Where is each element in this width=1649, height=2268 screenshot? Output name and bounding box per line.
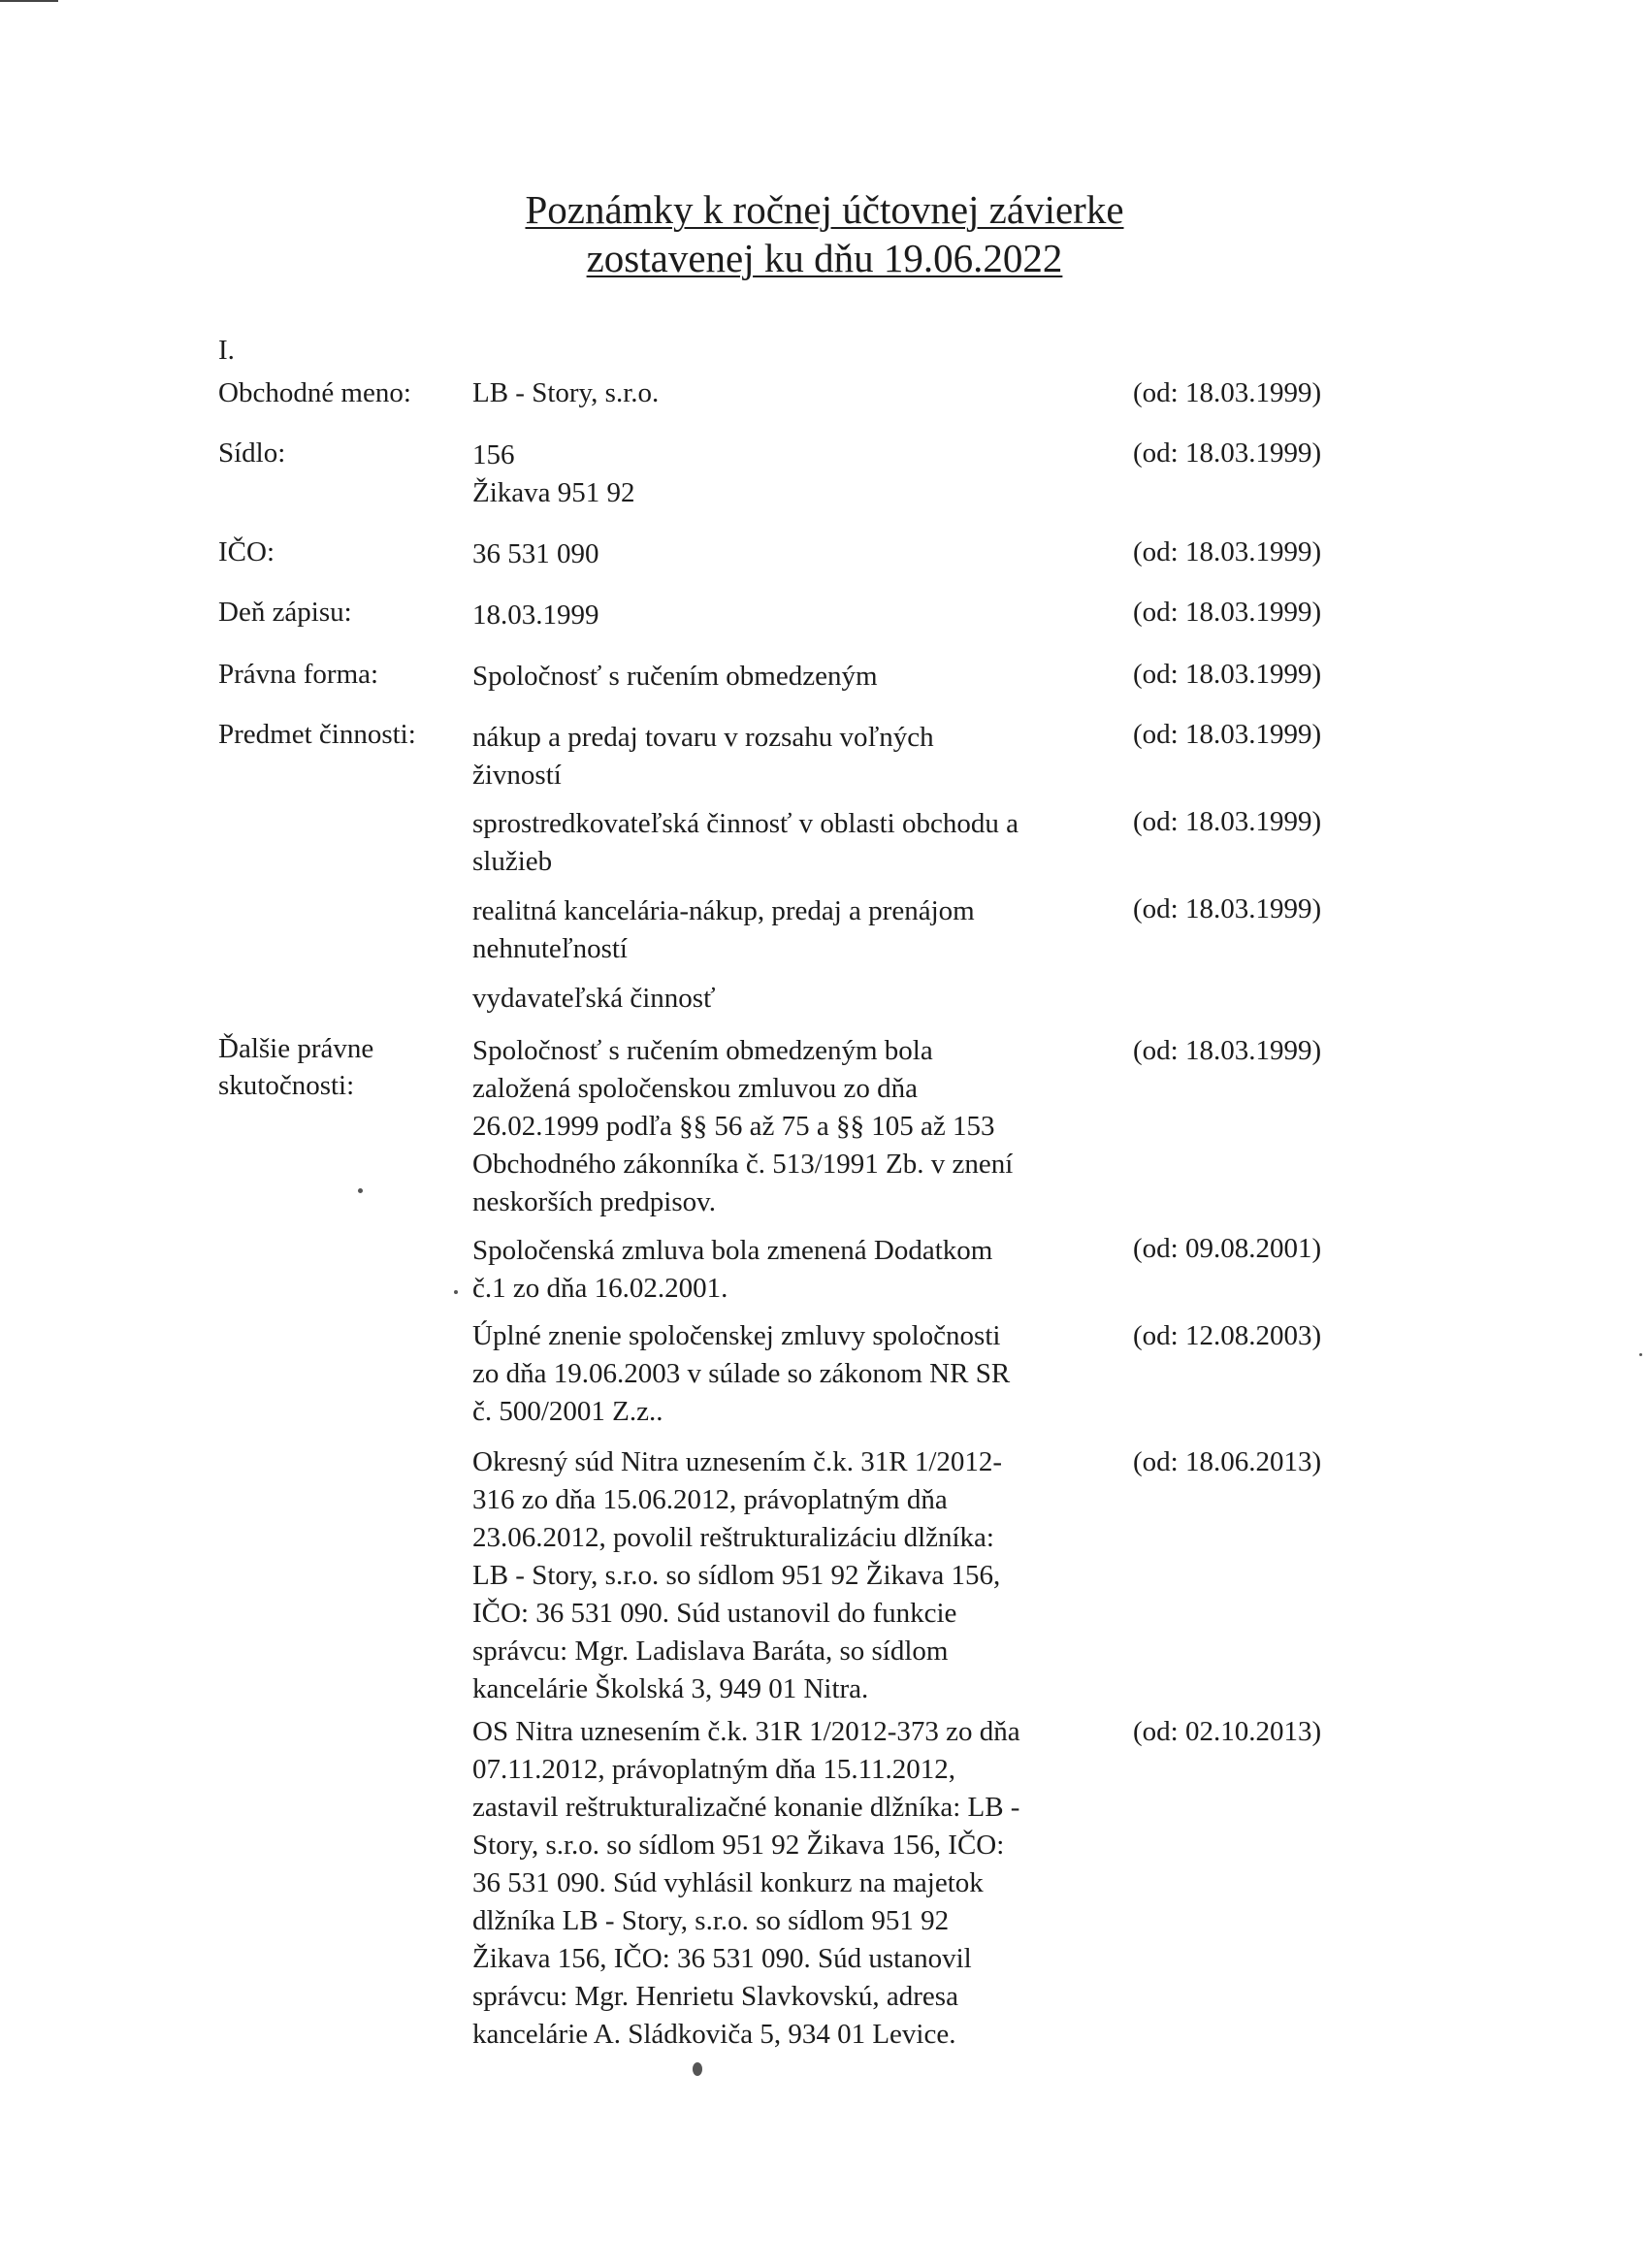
dalsie-item-5-line-7: Žikava 156, IČO: 36 531 090. Súd ustanovil [472,1943,972,1974]
dalsie-item-2-line-1: Spoločenská zmluva bola zmenená Dodatkom [472,1235,993,1266]
value-sidlo-line-2: Žikava 951 92 [472,477,635,508]
predmet-item-1-line-2: živností [472,760,562,791]
value-den-zapisu: 18.03.1999 [472,599,599,631]
value-ico: 36 531 090 [472,538,599,569]
predmet-item-2-line-1: sprostredkovateľská činnosť v oblasti obchodu a [472,808,1018,839]
predmet-item-4-line-1: vydavateľská činnosť [472,983,716,1014]
since-obchodne-meno: (od: 18.03.1999) [1133,377,1322,408]
dalsie-item-5-line-2: 07.11.2012, právoplatným dňa 15.11.2012, [472,1754,956,1785]
dalsie-item-1-line-3: 26.02.1999 podľa §§ 56 až 75 a §§ 105 až 153 [472,1111,995,1142]
dalsie-item-1-since: (od: 18.03.1999) [1133,1035,1322,1066]
dalsie-item-1-line-5: neskorších predpisov. [472,1186,717,1217]
label-dalsie-line-2: skutočnosti: [218,1070,355,1101]
dalsie-item-5-line-1: OS Nitra uznesením č.k. 31R 1/2012-373 zo dňa [472,1716,1020,1747]
dalsie-item-3-line-3: č. 500/2001 Z.z.. [472,1396,663,1427]
label-ico: IČO: [218,536,275,567]
value-pravna-forma: Spoločnosť s ručením obmedzeným [472,661,878,692]
dalsie-item-4-line-4: LB - Story, s.r.o. so sídlom 951 92 Žikava 156, [472,1560,1001,1591]
dalsie-item-4-line-2: 316 zo dňa 15.06.2012, právoplatným dňa [472,1484,948,1515]
predmet-item-3-since: (od: 18.03.1999) [1133,893,1322,924]
dalsie-item-4-line-5: IČO: 36 531 090. Súd ustanovil do funkcie [472,1598,957,1629]
dalsie-item-3-line-2: zo dňa 19.06.2003 v súlade so zákonom NR SR [472,1358,1011,1389]
scan-speck [454,1290,458,1294]
predmet-item-1-line-1: nákup a predaj tovaru v rozsahu voľných [472,722,934,753]
dalsie-item-5-since: (od: 02.10.2013) [1133,1716,1322,1747]
scan-edge-mark [0,0,58,2]
dalsie-item-2-line-2: č.1 zo dňa 16.02.2001. [472,1273,728,1304]
predmet-item-3-line-1: realitná kancelária-nákup, predaj a prenájom [472,895,975,926]
dalsie-item-5-line-4: Story, s.r.o. so sídlom 951 92 Žikava 156, IČO: [472,1830,1005,1861]
dalsie-item-5-line-5: 36 531 090. Súd vyhlásil konkurz na majetok [472,1867,984,1898]
scan-speck [358,1188,363,1193]
section-number: I. [218,335,235,366]
dalsie-item-1-line-4: Obchodného zákonníka č. 513/1991 Zb. v znení [472,1149,1014,1180]
label-obchodne-meno: Obchodné meno: [218,377,411,408]
predmet-item-1-since: (od: 18.03.1999) [1133,719,1322,750]
label-sidlo: Sídlo: [218,437,286,469]
dalsie-item-1-line-1: Spoločnosť s ručením obmedzeným bola [472,1035,933,1066]
since-ico: (od: 18.03.1999) [1133,536,1322,567]
dalsie-item-4-since: (od: 18.06.2013) [1133,1446,1322,1477]
dalsie-item-5-line-9: kancelárie A. Sládkoviča 5, 934 01 Levice. [472,2019,956,2050]
value-obchodne-meno: LB - Story, s.r.o. [472,377,660,408]
predmet-item-3-line-2: nehnuteľností [472,933,628,964]
label-den-zapisu: Deň zápisu: [218,597,352,628]
document-title-line-1: Poznámky k ročnej účtovnej závierke [525,187,1124,232]
since-sidlo: (od: 18.03.1999) [1133,437,1322,469]
dalsie-item-4-line-3: 23.06.2012, povolil reštrukturalizáciu dlžníka: [472,1522,994,1553]
scan-speck [693,2062,702,2076]
dalsie-item-3-line-1: Úplné znenie spoločenskej zmluvy spoločnosti [472,1320,1001,1351]
dalsie-item-2-since: (od: 09.08.2001) [1133,1233,1322,1264]
dalsie-item-1-line-2: založená spoločenskou zmluvou zo dňa [472,1073,919,1104]
since-den-zapisu: (od: 18.03.1999) [1133,597,1322,628]
label-pravna-forma: Právna forma: [218,659,379,690]
label-predmet-cinnosti: Predmet činnosti: [218,719,416,750]
dalsie-item-5-line-3: zastavil reštrukturalizačné konanie dlžníka: LB - [472,1792,1020,1823]
dalsie-item-4-line-6: správcu: Mgr. Ladislava Baráta, so sídlom [472,1636,949,1667]
label-dalsie-line-1: Ďalšie právne [218,1033,374,1064]
dalsie-item-4-line-1: Okresný súd Nitra uznesením č.k. 31R 1/2012- [472,1446,1003,1477]
predmet-item-2-since: (od: 18.03.1999) [1133,806,1322,837]
dalsie-item-4-line-7: kancelárie Školská 3, 949 01 Nitra. [472,1673,869,1704]
value-sidlo-line-1: 156 [472,439,515,470]
dalsie-item-3-since: (od: 12.08.2003) [1133,1320,1322,1351]
since-pravna-forma: (od: 18.03.1999) [1133,659,1322,690]
predmet-item-2-line-2: služieb [472,846,553,877]
dalsie-item-5-line-6: dlžníka LB - Story, s.r.o. so sídlom 951 92 [472,1905,950,1936]
scan-speck [1639,1353,1642,1356]
dalsie-item-5-line-8: správcu: Mgr. Henrietu Slavkovskú, adresa [472,1981,958,2012]
document-title-line-2: zostavenej ku dňu 19.06.2022 [586,236,1063,280]
